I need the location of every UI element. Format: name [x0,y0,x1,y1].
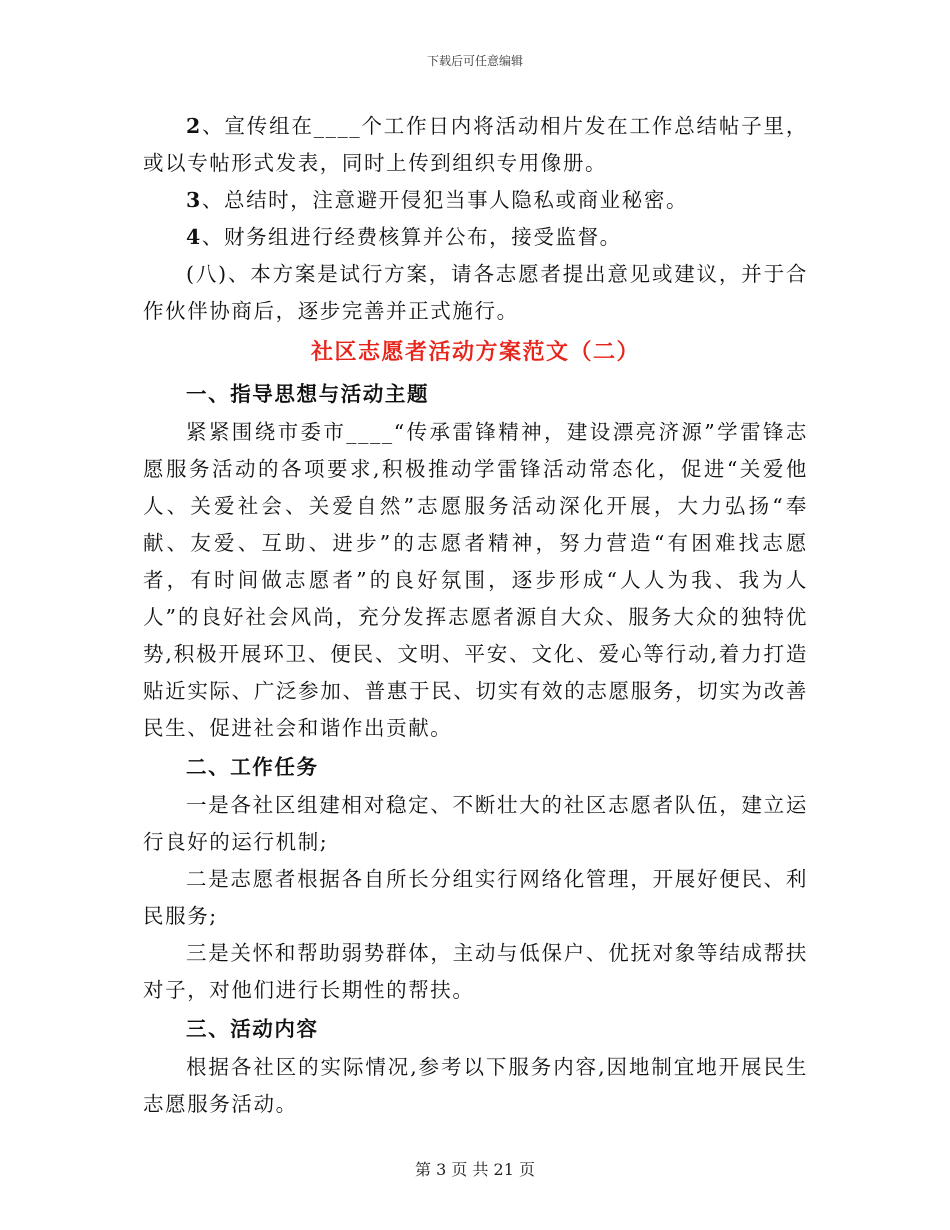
section-1-body: 紧紧围绕市委市____“传承雷锋精神，建设漂亮济源”学雷锋志愿服务活动的各项要求,积极推动学雷锋活动常态化，促进“关爱他人、关爱社会、关爱自然”志愿服务活动深化开展，大力弘扬“奉献、友爱、互助、进步”的志愿者精神，努力营造“有困难找志愿者，有时间做志愿者”的良好氛围，逐步形成“人人为我、我为人人”的良好社会风尚，充分发挥志愿者源自大众、服务大众的独特优势,积极开展环卫、便民、文明、平安、文化、爱心等行动,着力打造贴近实际、广泛参加、普惠于民、切实有效的志愿服务，切实为改善民生、促进社会和谐作出贡献。 [143,420,808,740]
item-eight-paragraph: (八)、本方案是试行方案，请各志愿者提出意见或建议，并于合作伙伴协商后，逐步完善并正式施行。 [143,262,808,323]
item-number: 4 [186,225,202,249]
section-title: 社区志愿者活动方案范文（二） [310,339,640,365]
section-3-body: 根据各社区的实际情况,参考以下服务内容,因地制宜地开展民生志愿服务活动。 [143,1055,808,1116]
section-heading-1: 一、指导思想与活动主题 [186,382,430,406]
task-item-3: 三是关怀和帮助弱势群体，主动与低保户、优抚对象等结成帮扶对子，对他们进行长期性的帮扶。 [143,941,808,1002]
section-heading-3: 三、活动内容 [186,1017,319,1041]
list-item [143,108,808,182]
item-text: 、财务组进行经费核算并公布，接受监督。 [201,225,622,249]
header-note: 下载后可任意编辑 [426,54,523,68]
task-item-1: 一是各社区组建相对稳定、不断壮大的社区志愿者队伍，建立运行良好的运行机制; [143,793,808,854]
list-item [143,182,808,219]
page-number: 第 3 页 共 21 页 [415,1160,535,1179]
item-text: 、宣传组在____个工作日内将活动相片发在工作总结帖子里，或以专帖形式发表，同时上传到组织专用像册。 [143,114,808,175]
item-text: 、总结时，注意避开侵犯当事人隐私或商业秘密。 [201,188,689,212]
item-number: 2 [186,114,202,138]
item-number: 3 [186,188,202,212]
document-body [143,108,808,1123]
list-item [143,219,808,256]
task-item-2: 二是志愿者根据各自所长分组实行网络化管理，开展好便民、利民服务; [143,867,808,928]
section-heading-2: 二、工作任务 [186,755,319,779]
